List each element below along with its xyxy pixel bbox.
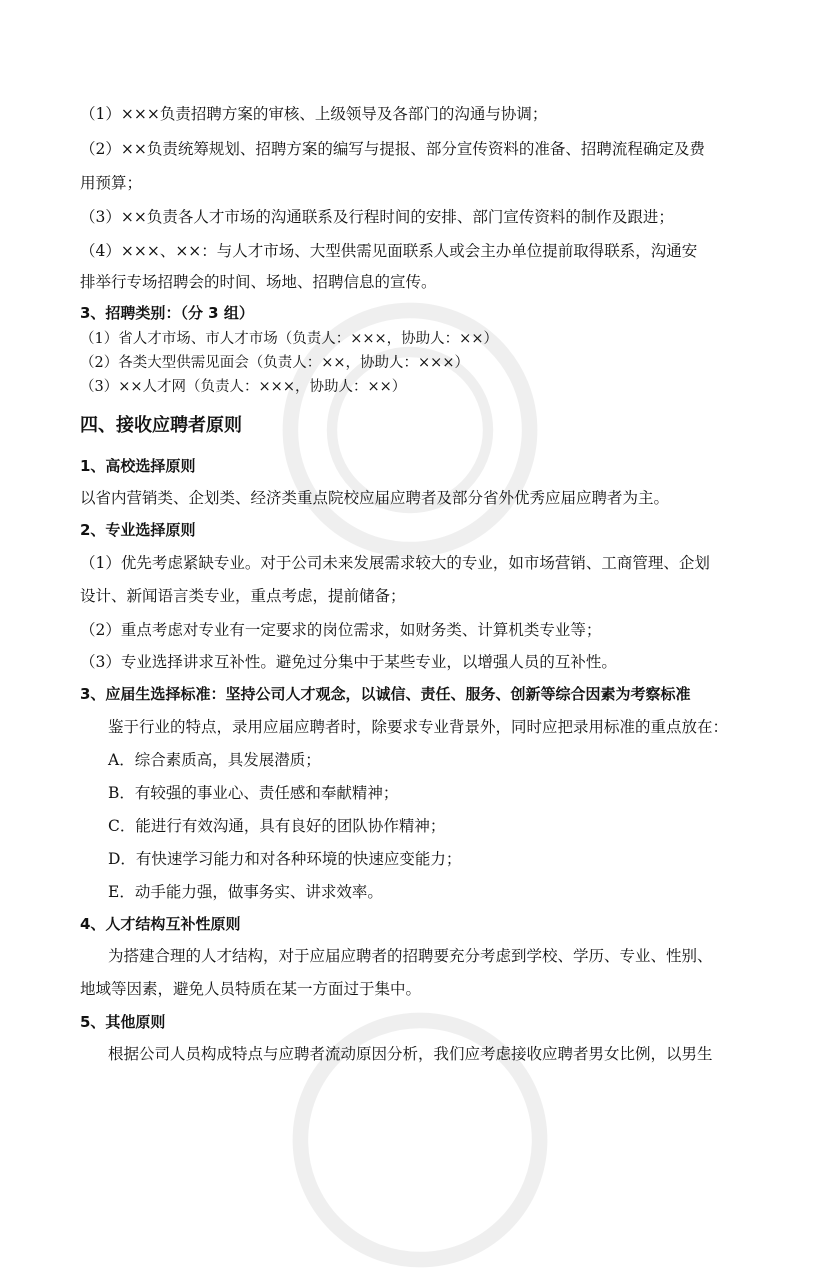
responsibility-line-4-cont: 排举行专场招聘会的时间、场地、招聘信息的宣传。 (80, 273, 437, 291)
standard-item-d: D．有快速学习能力和对各种环境的快速应变能力； (108, 850, 462, 868)
other-principle-text: 根据公司人员构成特点与应聘者流动原因分析，我们应考虑接收应聘者男女比例，以男生 (108, 1045, 713, 1063)
responsibility-line-3: （3）××负责各人才市场的沟通联系及行程时间的安排、部门宣传资料的制作及跟进； (80, 208, 674, 226)
university-principle-text: 以省内营销类、企划类、经济类重点院校应届应聘者及部分省外优秀应届应聘者为主。 (80, 489, 670, 507)
responsibility-line-2-cont: 用预算； (80, 174, 143, 192)
section-heading-structure: 4、人才结构互补性原则 (80, 915, 241, 933)
responsibility-line-4: （4）×××、××：与人才市场、大型供需见面联系人或会主办单位提前取得联系，沟通安 (80, 242, 698, 260)
structure-text: 为搭建合理的人才结构，对于应届应聘者的招聘要充分考虑到学校、学历、专业、性别、 (108, 947, 713, 965)
category-item-3: （3）××人才网（负责人：×××，协助人：××） (80, 379, 407, 395)
section-heading-other: 5、其他原则 (80, 1013, 166, 1031)
major-item-2: （2）重点考虑对专业有一定要求的岗位需求，如财务类、计算机类专业等； (80, 621, 602, 639)
graduate-standard-intro: 鉴于行业的特点，录用应届应聘者时，除要求专业背景外，同时应把录用标准的重点放在： (108, 718, 729, 736)
standard-item-a: A．综合素质高，具发展潜质； (108, 751, 321, 769)
major-item-3: （3）专业选择讲求互补性。避免过分集中于某些专业，以增强人员的互补性。 (80, 653, 617, 671)
major-item-1: （1）优先考虑紧缺专业。对于公司未来发展需求较大的专业，如市场营销、工商管理、企划 (80, 554, 710, 572)
category-item-1: （1）省人才市场、市人才市场（负责人：×××，协助人：××） (80, 331, 498, 347)
section-heading-graduate-standard: 3、应届生选择标准：坚持公司人才观念，以诚信、责任、服务、创新等综合因素为考察标准 (80, 685, 691, 703)
category-item-2: （2）各类大型供需见面会（负责人：××，协助人：×××） (80, 355, 469, 371)
responsibility-line-2: （2）××负责统筹规划、招聘方案的编写与提报、部分宣传资料的准备、招聘流程确定及费 (80, 140, 705, 158)
standard-item-b: B．有较强的事业心、责任感和奉献精神； (108, 784, 399, 802)
structure-text-cont: 地域等因素，避免人员特质在某一方面过于集中。 (80, 980, 422, 998)
section-heading-major: 2、专业选择原则 (80, 521, 196, 539)
chapter-heading-principles: 四、接收应聘者原则 (80, 415, 242, 436)
major-item-1-cont: 设计、新闻语言类专业，重点考虑，提前储备； (80, 587, 406, 605)
section-heading-recruitment-category: 3、招聘类别：（分 3 组） (80, 304, 254, 322)
standard-item-c: C．能进行有效沟通，具有良好的团队协作精神； (108, 817, 446, 835)
responsibility-line-1: （1）×××负责招聘方案的审核、上级领导及各部门的沟通与协调； (80, 105, 548, 123)
standard-item-e: E．动手能力强，做事务实、讲求效率。 (108, 883, 383, 901)
section-heading-university: 1、高校选择原则 (80, 457, 196, 475)
